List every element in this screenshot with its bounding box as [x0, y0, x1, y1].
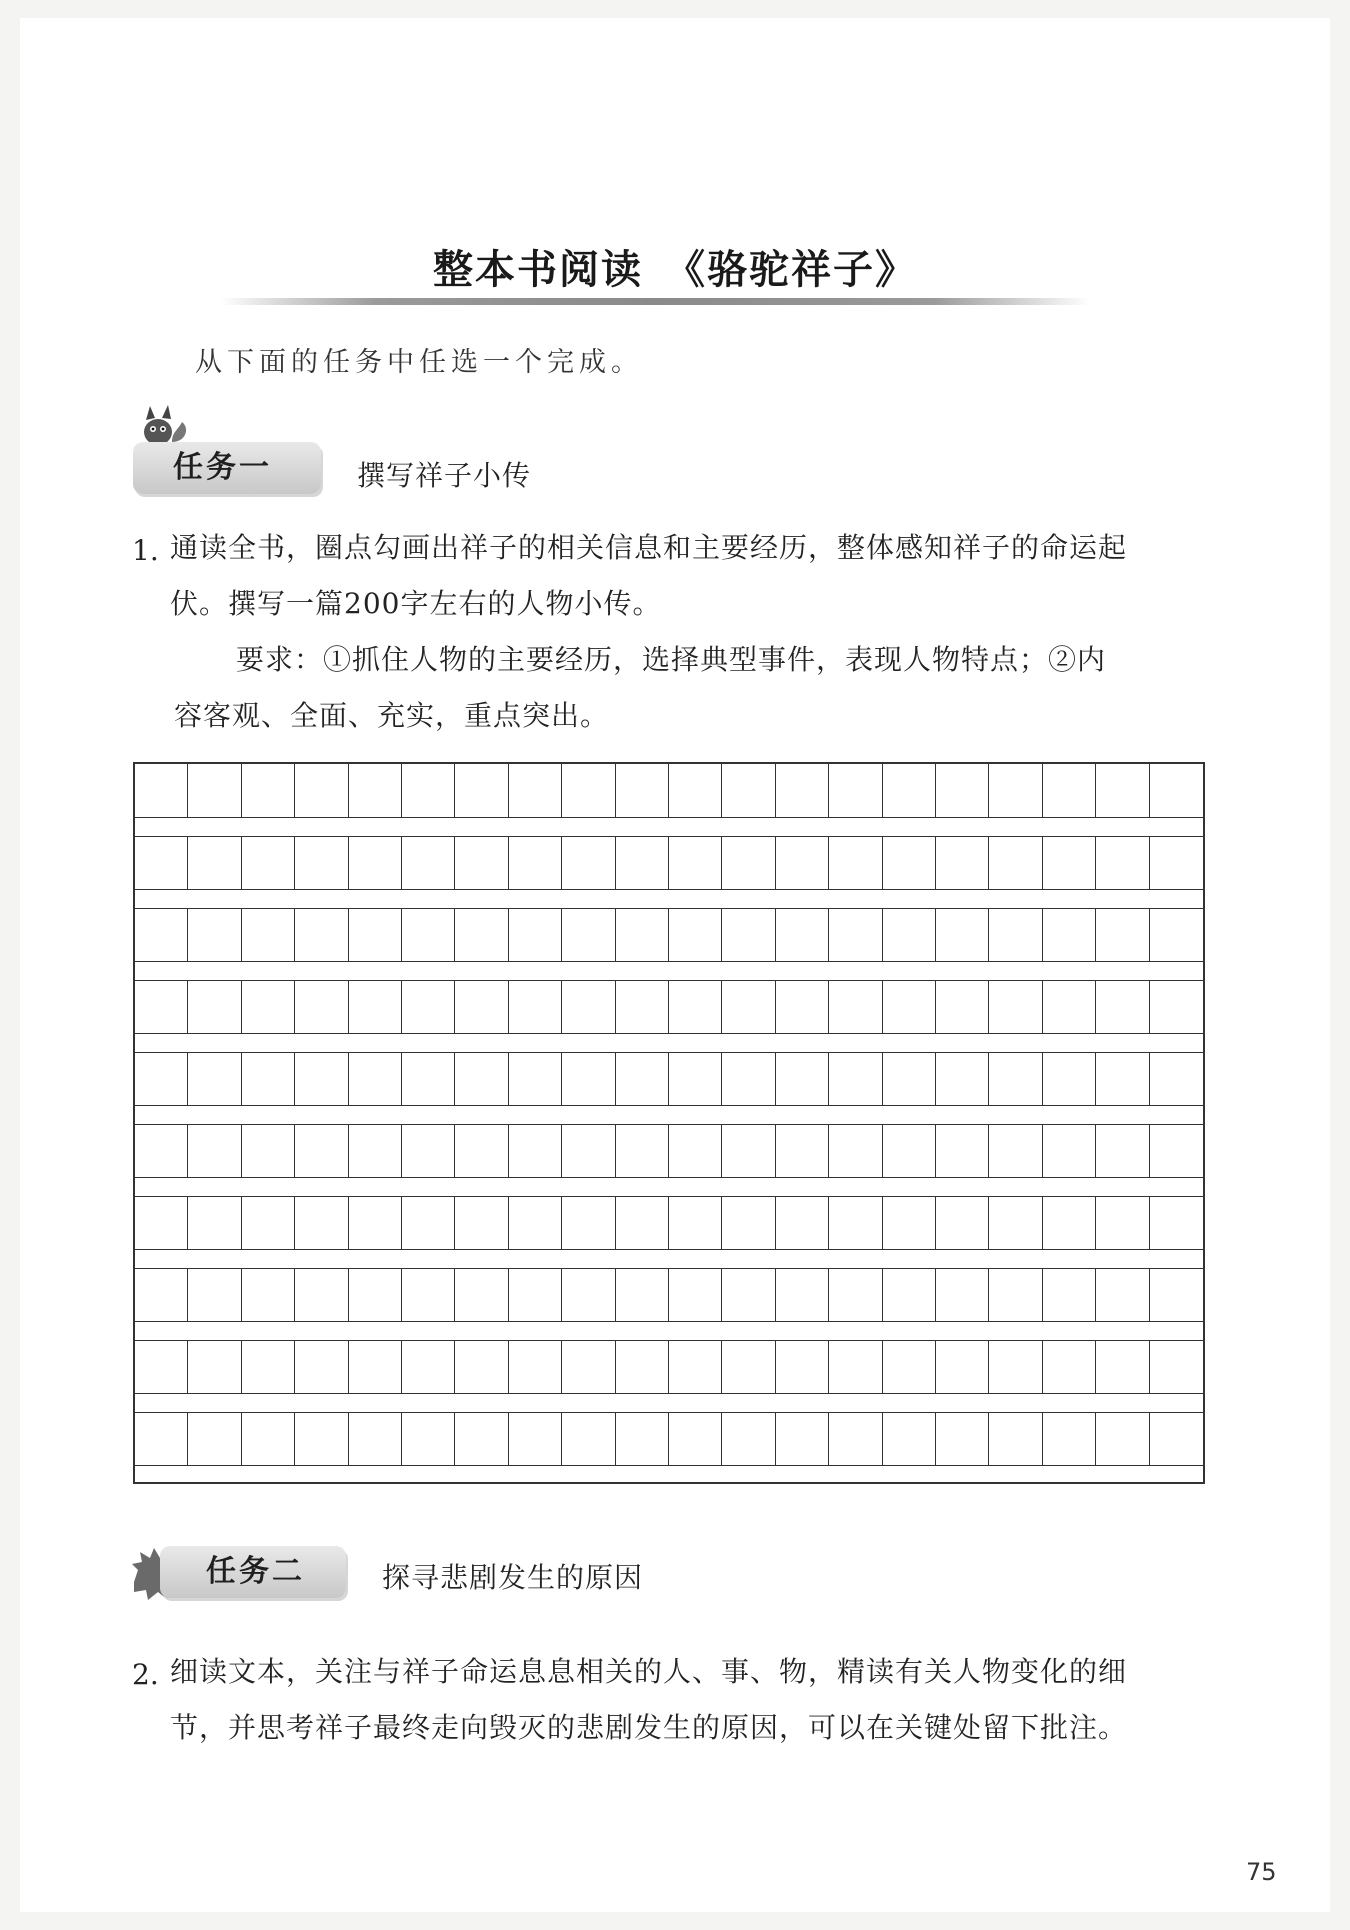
- grid-cell[interactable]: [722, 764, 775, 817]
- grid-cell[interactable]: [1096, 1197, 1149, 1249]
- title-underline: [220, 298, 1090, 305]
- grid-cell[interactable]: [135, 981, 188, 1033]
- grid-cell[interactable]: [722, 1413, 775, 1465]
- grid-cell[interactable]: [722, 909, 775, 961]
- grid-cell[interactable]: [455, 1197, 508, 1249]
- grid-cell[interactable]: [776, 981, 829, 1033]
- grid-cell[interactable]: [1150, 764, 1203, 817]
- grid-cell[interactable]: [295, 1341, 348, 1393]
- page-title: 整本书阅读 《骆驼祥子》: [433, 247, 917, 293]
- grid-cell[interactable]: [295, 1413, 348, 1465]
- grid-row: [135, 1268, 1203, 1322]
- grid-cell[interactable]: [295, 764, 348, 817]
- grid-cell[interactable]: [989, 981, 1042, 1033]
- grid-cell[interactable]: [1096, 1053, 1149, 1105]
- grid-row: [135, 908, 1203, 962]
- grid-cell[interactable]: [883, 1413, 936, 1465]
- grid-cell[interactable]: [936, 981, 989, 1033]
- grid-cell[interactable]: [669, 1269, 722, 1321]
- grid-cell[interactable]: [989, 1341, 1042, 1393]
- grid-cell[interactable]: [883, 1125, 936, 1177]
- grid-cell[interactable]: [1096, 1125, 1149, 1177]
- grid-cell[interactable]: [883, 1053, 936, 1105]
- grid-cell[interactable]: [349, 1269, 402, 1321]
- grid-cell[interactable]: [829, 909, 882, 961]
- grid-cell[interactable]: [242, 909, 295, 961]
- grid-cell[interactable]: [936, 1413, 989, 1465]
- grid-cell[interactable]: [188, 981, 241, 1033]
- grid-cell[interactable]: [669, 837, 722, 889]
- grid-cell[interactable]: [349, 1053, 402, 1105]
- grid-cell[interactable]: [455, 764, 508, 817]
- grid-cell[interactable]: [989, 1197, 1042, 1249]
- grid-cell[interactable]: [455, 1125, 508, 1177]
- grid-cell[interactable]: [242, 1413, 295, 1465]
- grid-cell[interactable]: [669, 1341, 722, 1393]
- question-1-requirement-line2: 容客观、全面、充实，重点突出。: [174, 699, 610, 732]
- grid-cell[interactable]: [1043, 1053, 1096, 1105]
- grid-cell[interactable]: [829, 1053, 882, 1105]
- grid-cell[interactable]: [509, 1197, 562, 1249]
- grid-cell[interactable]: [242, 764, 295, 817]
- grid-cell[interactable]: [295, 837, 348, 889]
- grid-cell[interactable]: [455, 1413, 508, 1465]
- grid-cell[interactable]: [295, 909, 348, 961]
- grid-cell[interactable]: [776, 1269, 829, 1321]
- grid-cell[interactable]: [402, 1197, 455, 1249]
- grid-cell[interactable]: [1096, 1269, 1149, 1321]
- grid-cell[interactable]: [936, 1341, 989, 1393]
- grid-cell[interactable]: [188, 1197, 241, 1249]
- grid-cell[interactable]: [1096, 1341, 1149, 1393]
- grid-cell[interactable]: [135, 764, 188, 817]
- grid-cell[interactable]: [295, 1053, 348, 1105]
- grid-cell[interactable]: [776, 1413, 829, 1465]
- grid-cell[interactable]: [509, 981, 562, 1033]
- grid-cell[interactable]: [669, 764, 722, 817]
- grid-cell[interactable]: [295, 1197, 348, 1249]
- grid-cell[interactable]: [349, 1413, 402, 1465]
- grid-cell[interactable]: [936, 1125, 989, 1177]
- grid-cell[interactable]: [455, 981, 508, 1033]
- grid-cell[interactable]: [1150, 909, 1203, 961]
- grid-cell[interactable]: [883, 1269, 936, 1321]
- grid-cell[interactable]: [1043, 1197, 1096, 1249]
- grid-cell[interactable]: [562, 837, 615, 889]
- grid-cell[interactable]: [1096, 909, 1149, 961]
- grid-row: [135, 980, 1203, 1034]
- grid-cell[interactable]: [616, 1269, 669, 1321]
- grid-cell[interactable]: [669, 909, 722, 961]
- grid-cell[interactable]: [135, 1341, 188, 1393]
- grid-cell[interactable]: [402, 1269, 455, 1321]
- grid-cell[interactable]: [669, 1413, 722, 1465]
- grid-cell[interactable]: [722, 981, 775, 1033]
- grid-row: [135, 836, 1203, 890]
- grid-cell[interactable]: [188, 1125, 241, 1177]
- grid-cell[interactable]: [616, 1413, 669, 1465]
- grid-cell[interactable]: [722, 1053, 775, 1105]
- grid-cell[interactable]: [669, 981, 722, 1033]
- question-1-line1: 通读全书，圈点勾画出祥子的相关信息和主要经历，整体感知祥子的命运起: [170, 531, 1128, 564]
- grid-cell[interactable]: [616, 1197, 669, 1249]
- grid-cell[interactable]: [616, 909, 669, 961]
- grid-cell[interactable]: [562, 1269, 615, 1321]
- grid-cell[interactable]: [722, 1269, 775, 1321]
- grid-cell[interactable]: [295, 1125, 348, 1177]
- grid-cell[interactable]: [989, 1269, 1042, 1321]
- grid-cell[interactable]: [1096, 764, 1149, 817]
- question-2-line2: 节，并思考祥子最终走向毁灭的悲剧发生的原因，可以在关键处留下批注。: [170, 1711, 1128, 1744]
- grid-cell[interactable]: [776, 1053, 829, 1105]
- grid-cell[interactable]: [1150, 981, 1203, 1033]
- grid-cell[interactable]: [188, 909, 241, 961]
- grid-row: [135, 764, 1203, 818]
- grid-cell[interactable]: [188, 1341, 241, 1393]
- grid-cell[interactable]: [616, 764, 669, 817]
- grid-cell[interactable]: [936, 764, 989, 817]
- grid-cell[interactable]: [1096, 837, 1149, 889]
- grid-cell[interactable]: [402, 764, 455, 817]
- grid-row: [135, 1196, 1203, 1250]
- grid-cell[interactable]: [509, 1053, 562, 1105]
- grid-row: [135, 1052, 1203, 1106]
- page-number: 75: [1246, 1858, 1277, 1886]
- grid-cell[interactable]: [509, 909, 562, 961]
- grid-cell[interactable]: [349, 1197, 402, 1249]
- grid-cell[interactable]: [1043, 1341, 1096, 1393]
- grid-cell[interactable]: [883, 909, 936, 961]
- grid-cell[interactable]: [989, 764, 1042, 817]
- grid-cell[interactable]: [349, 837, 402, 889]
- grid-cell[interactable]: [936, 1197, 989, 1249]
- grid-cell[interactable]: [1043, 909, 1096, 961]
- task2-title: 探寻悲剧发生的原因: [382, 1561, 644, 1594]
- task2-tag: 任务二: [160, 1546, 346, 1598]
- grid-cell[interactable]: [829, 1413, 882, 1465]
- grid-row: [135, 1124, 1203, 1178]
- grid-cell[interactable]: [242, 1341, 295, 1393]
- grid-cell[interactable]: [135, 1197, 188, 1249]
- grid-cell[interactable]: [989, 909, 1042, 961]
- grid-row: [135, 1412, 1203, 1466]
- grid-cell[interactable]: [776, 1197, 829, 1249]
- grid-cell[interactable]: [829, 764, 882, 817]
- grid-cell[interactable]: [883, 1197, 936, 1249]
- grid-cell[interactable]: [989, 1125, 1042, 1177]
- grid-cell[interactable]: [349, 1341, 402, 1393]
- grid-cell[interactable]: [669, 1197, 722, 1249]
- grid-cell[interactable]: [242, 981, 295, 1033]
- grid-cell[interactable]: [669, 1125, 722, 1177]
- grid-cell[interactable]: [242, 1197, 295, 1249]
- grid-cell[interactable]: [1043, 764, 1096, 817]
- grid-cell[interactable]: [1043, 1269, 1096, 1321]
- grid-cell[interactable]: [349, 909, 402, 961]
- grid-cell[interactable]: [776, 764, 829, 817]
- grid-cell[interactable]: [829, 1269, 882, 1321]
- grid-cell[interactable]: [1150, 1197, 1203, 1249]
- grid-cell[interactable]: [669, 1053, 722, 1105]
- grid-cell[interactable]: [1096, 1413, 1149, 1465]
- grid-cell[interactable]: [402, 1341, 455, 1393]
- grid-cell[interactable]: [616, 981, 669, 1033]
- grid-cell[interactable]: [722, 1341, 775, 1393]
- grid-cell[interactable]: [989, 837, 1042, 889]
- grid-cell[interactable]: [1043, 837, 1096, 889]
- question-1-requirement-line1: 要求：①抓住人物的主要经历，选择典型事件，表现人物特点；②内: [236, 643, 1107, 676]
- grid-cell[interactable]: [989, 1413, 1042, 1465]
- grid-cell[interactable]: [1150, 1269, 1203, 1321]
- grid-cell[interactable]: [829, 1125, 882, 1177]
- grid-cell[interactable]: [776, 1125, 829, 1177]
- grid-cell[interactable]: [722, 1125, 775, 1177]
- grid-cell[interactable]: [776, 1341, 829, 1393]
- grid-cell[interactable]: [829, 981, 882, 1033]
- grid-cell[interactable]: [562, 1341, 615, 1393]
- grid-cell[interactable]: [509, 1125, 562, 1177]
- question-2-number: 2.: [132, 1658, 159, 1691]
- grid-cell[interactable]: [776, 909, 829, 961]
- grid-cell[interactable]: [616, 1125, 669, 1177]
- question-2-line1: 细读文本，关注与祥子命运息息相关的人、事、物，精读有关人物变化的细: [170, 1655, 1128, 1688]
- grid-cell[interactable]: [242, 1053, 295, 1105]
- grid-cell[interactable]: [509, 764, 562, 817]
- grid-cell[interactable]: [402, 909, 455, 961]
- grid-cell[interactable]: [936, 1269, 989, 1321]
- grid-cell[interactable]: [1150, 1413, 1203, 1465]
- grid-cell[interactable]: [562, 909, 615, 961]
- grid-cell[interactable]: [829, 837, 882, 889]
- grid-cell[interactable]: [242, 1125, 295, 1177]
- grid-cell[interactable]: [242, 837, 295, 889]
- grid-cell[interactable]: [883, 837, 936, 889]
- grid-cell[interactable]: [722, 1197, 775, 1249]
- grid-cell[interactable]: [455, 1053, 508, 1105]
- grid-cell[interactable]: [1043, 1125, 1096, 1177]
- grid-cell[interactable]: [1150, 1341, 1203, 1393]
- grid-cell[interactable]: [135, 1269, 188, 1321]
- grid-cell[interactable]: [1150, 1053, 1203, 1105]
- task1-title: 撰写祥子小传: [357, 459, 532, 492]
- grid-cell[interactable]: [936, 837, 989, 889]
- grid-cell[interactable]: [989, 1053, 1042, 1105]
- grid-cell[interactable]: [616, 1341, 669, 1393]
- grid-cell[interactable]: [135, 909, 188, 961]
- grid-cell[interactable]: [616, 1053, 669, 1105]
- grid-cell[interactable]: [1150, 837, 1203, 889]
- grid-cell[interactable]: [188, 764, 241, 817]
- grid-cell[interactable]: [188, 1413, 241, 1465]
- grid-cell[interactable]: [242, 1269, 295, 1321]
- grid-cell[interactable]: [402, 837, 455, 889]
- grid-cell[interactable]: [135, 1053, 188, 1105]
- question-1-line2: 伏。撰写一篇200字左右的人物小传。: [170, 587, 662, 620]
- grid-cell[interactable]: [936, 1053, 989, 1105]
- grid-cell[interactable]: [776, 837, 829, 889]
- writing-grid[interactable]: [133, 762, 1205, 1484]
- grid-cell[interactable]: [883, 764, 936, 817]
- grid-cell[interactable]: [883, 981, 936, 1033]
- grid-cell[interactable]: [349, 1125, 402, 1177]
- grid-cell[interactable]: [1150, 1125, 1203, 1177]
- grid-cell[interactable]: [349, 981, 402, 1033]
- grid-cell[interactable]: [188, 1269, 241, 1321]
- grid-cell[interactable]: [135, 837, 188, 889]
- grid-cell[interactable]: [455, 1269, 508, 1321]
- grid-cell[interactable]: [562, 1053, 615, 1105]
- grid-cell[interactable]: [188, 1053, 241, 1105]
- grid-cell[interactable]: [562, 1413, 615, 1465]
- grid-cell[interactable]: [509, 1413, 562, 1465]
- grid-cell[interactable]: [562, 1125, 615, 1177]
- grid-cell[interactable]: [402, 1053, 455, 1105]
- grid-cell[interactable]: [829, 1197, 882, 1249]
- grid-cell[interactable]: [135, 1413, 188, 1465]
- grid-cell[interactable]: [295, 981, 348, 1033]
- grid-cell[interactable]: [509, 1341, 562, 1393]
- grid-cell[interactable]: [616, 837, 669, 889]
- grid-cell[interactable]: [562, 981, 615, 1033]
- grid-cell[interactable]: [402, 1413, 455, 1465]
- grid-cell[interactable]: [883, 1341, 936, 1393]
- grid-cell[interactable]: [455, 837, 508, 889]
- grid-cell[interactable]: [455, 909, 508, 961]
- grid-cell[interactable]: [1043, 981, 1096, 1033]
- grid-cell[interactable]: [509, 1269, 562, 1321]
- grid-row: [135, 1340, 1203, 1394]
- grid-cell[interactable]: [188, 837, 241, 889]
- grid-cell[interactable]: [722, 837, 775, 889]
- grid-cell[interactable]: [936, 909, 989, 961]
- grid-cell[interactable]: [135, 1125, 188, 1177]
- grid-cell[interactable]: [455, 1341, 508, 1393]
- grid-cell[interactable]: [295, 1269, 348, 1321]
- instruction-text: 从下面的任务中任选一个完成。: [195, 347, 643, 378]
- question-1-number: 1.: [132, 534, 159, 567]
- grid-cell[interactable]: [402, 981, 455, 1033]
- grid-cell[interactable]: [402, 1125, 455, 1177]
- grid-cell[interactable]: [349, 764, 402, 817]
- grid-cell[interactable]: [509, 837, 562, 889]
- grid-cell[interactable]: [1096, 981, 1149, 1033]
- grid-cell[interactable]: [829, 1341, 882, 1393]
- grid-cell[interactable]: [562, 764, 615, 817]
- grid-cell[interactable]: [562, 1197, 615, 1249]
- grid-cell[interactable]: [1043, 1413, 1096, 1465]
- task1-tag: 任务一: [133, 442, 321, 494]
